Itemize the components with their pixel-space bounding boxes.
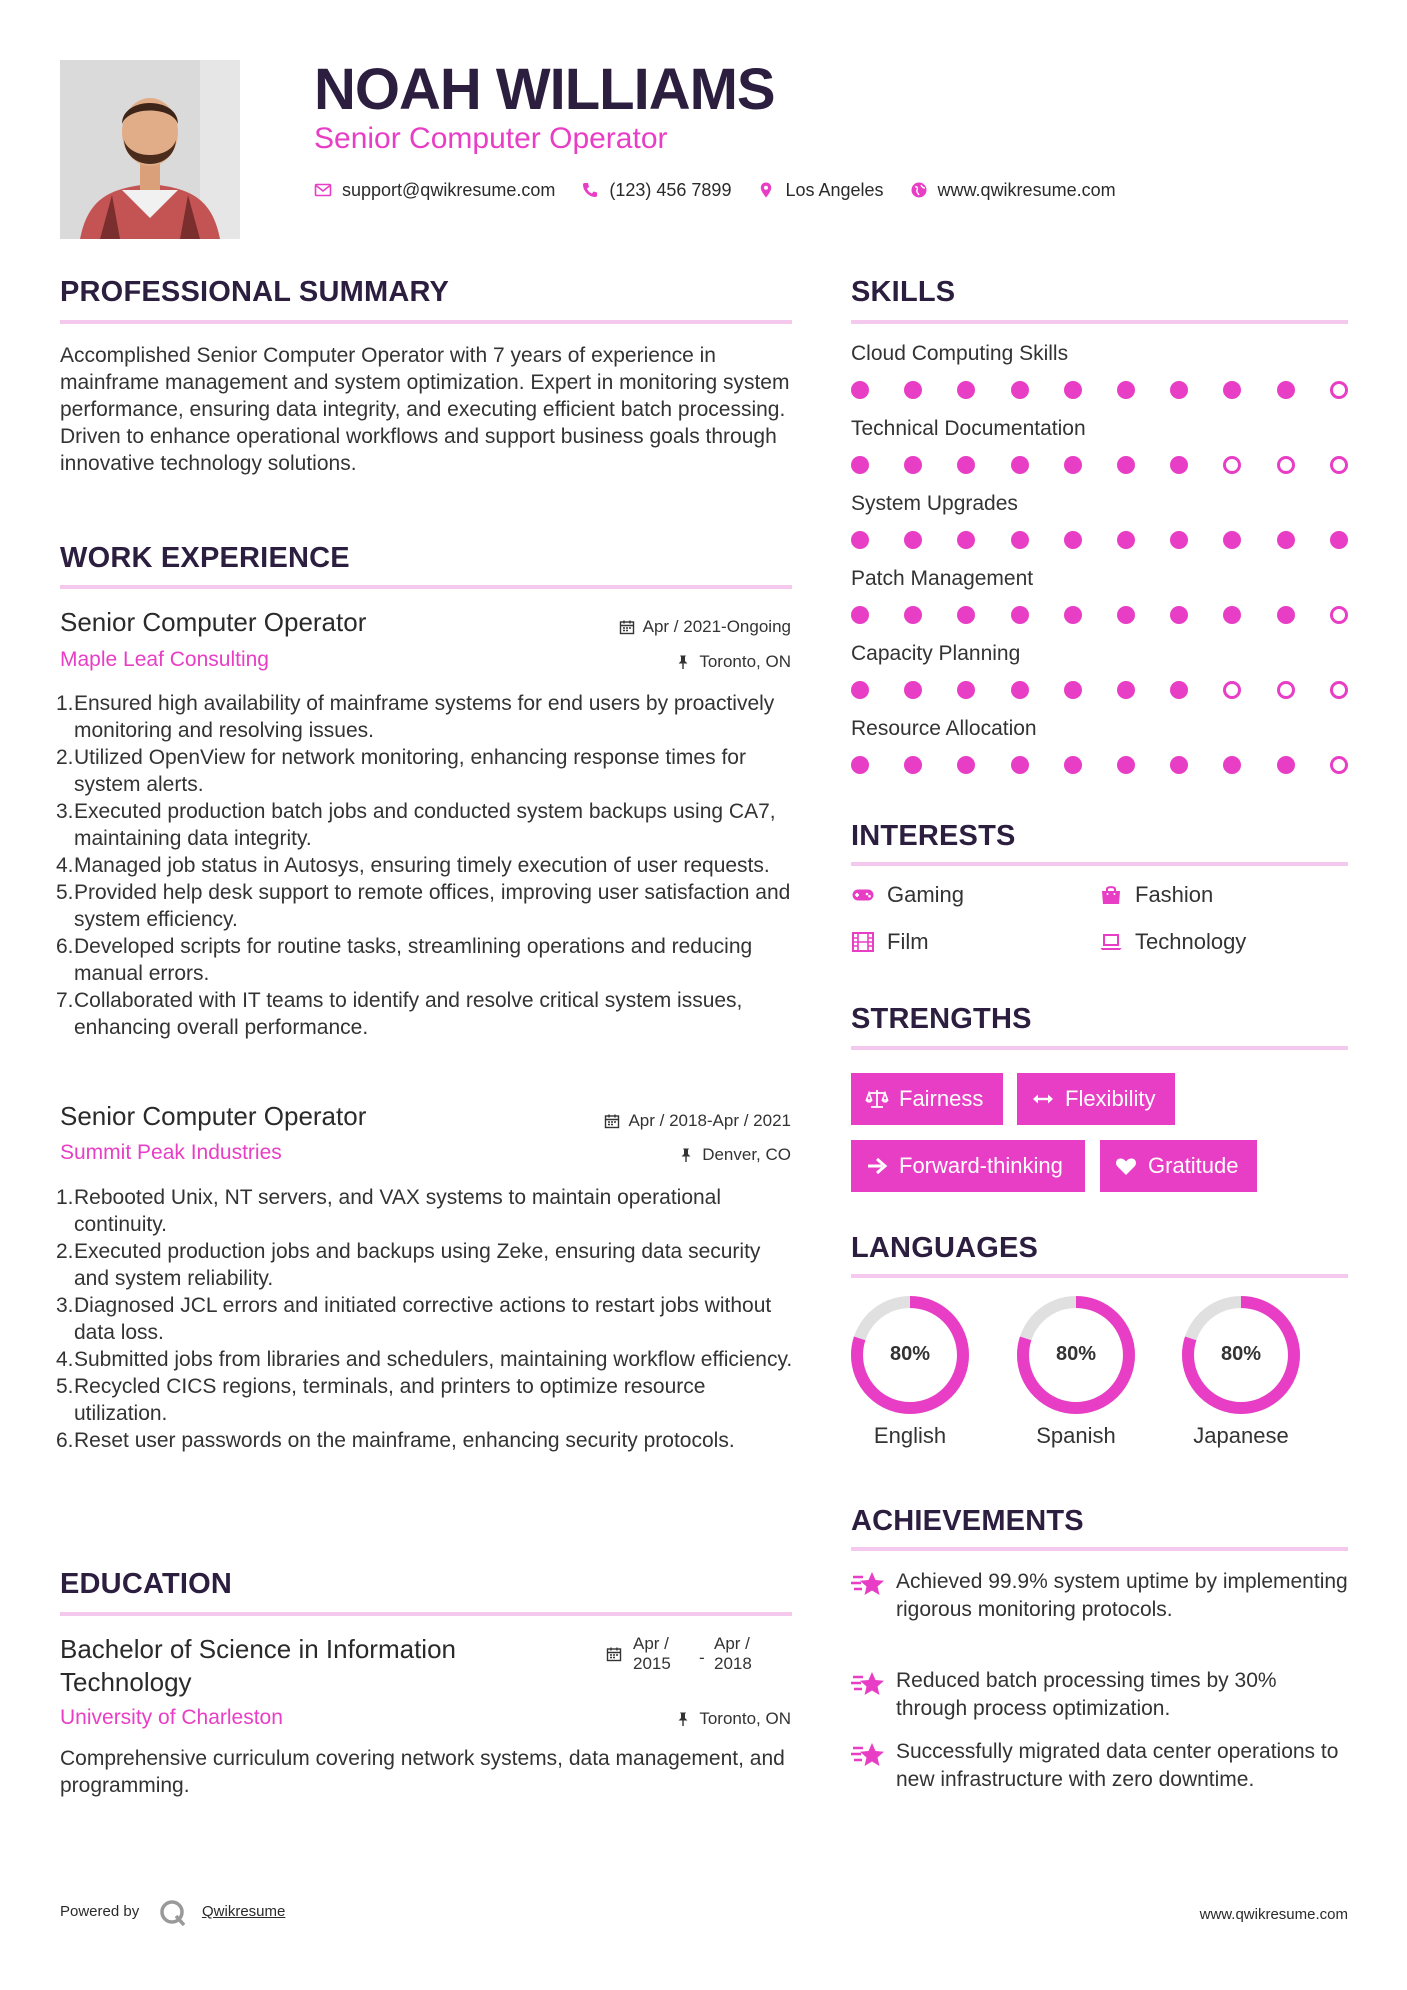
language-item [848,1293,972,1449]
skill-dot-filled [1011,681,1029,699]
interest-fashion [1099,882,1213,908]
list-item: 3. Diagnosed JCL errors and initiated corrective actions to restart jobs without data loss. [56,1294,772,1344]
pushpin-icon [675,1711,691,1727]
skill-dot-filled [1117,531,1135,549]
list-item: 5. Recycled CICS regions, terminals, and printers to optimize resource utilization. [56,1375,706,1425]
strength-tag-gratitude [1100,1140,1257,1192]
strength-tag-forward-thinking [851,1140,1085,1192]
arrow-right-icon [865,1154,889,1178]
skill-name: Resource Allocation [851,717,1037,740]
summary-rule [60,320,792,324]
skill-dot-filled [1277,381,1295,399]
skill-dot-filled [1064,531,1082,549]
strength-tag-flexibility [1017,1073,1175,1125]
skill-dot-filled [957,606,975,624]
job-1-responsibilities [56,690,796,1041]
skill-dot-filled [1011,531,1029,549]
summary-text: Accomplished Senior Computer Operator with 7 years of experience in mainframe management and system optimization. Expert in monitoring system performance, ensuring data integrity, and executing efficient batch processing. Driven to enhance operational workflows and support business goals through innovative technology solutions. [60,344,790,475]
list-item: 4. Managed job status in Autosys, ensuring timely execution of user requests. [56,854,770,877]
skill-rating [851,456,1351,476]
skill-dot-filled [1064,606,1082,624]
job-2-title: Senior Computer Operator [60,1101,367,1131]
skill-dot-filled [1170,606,1188,624]
skill-dot-filled [1170,456,1188,474]
education-description: Comprehensive curriculum covering network systems, data management, and programming. [60,1747,785,1797]
job-1-title: Senior Computer Operator [60,607,367,637]
achievement-item: Successfully migrated data center operations to new infrastructure with zero downtime. [896,1740,1339,1791]
skill-rating [851,681,1351,701]
job-2-location-text: Denver, CO [702,1145,791,1164]
interests-heading: INTERESTS [851,820,1016,852]
skill-rating [851,381,1351,401]
education-date: Apr / 2015 - Apr / 2018 [606,1634,796,1678]
interest-label: Film [887,929,929,954]
skill-dot-filled [904,756,922,774]
job-1-date [619,617,791,637]
skill-dot-empty [1330,681,1348,699]
skill-dot-filled [851,456,869,474]
skill-dot-filled [957,681,975,699]
list-item: 3. Executed production batch jobs and conducted system backups using CA7, maintaining data integrity. [56,800,776,850]
education-end-month: Apr / [714,1634,750,1653]
language-name: Spanish [1036,1423,1116,1448]
skill-dot-filled [1011,756,1029,774]
skill-dot-filled [1170,681,1188,699]
job-1-location [675,652,791,672]
arrows-horizontal-icon [1031,1087,1055,1111]
trophy-star-icon [851,1670,885,1700]
skill-name: System Upgrades [851,492,1018,515]
contact-website-text: www.qwikresume.com [937,179,1116,200]
education-location [675,1709,791,1729]
experience-rule [60,585,792,589]
education-rule [60,1612,792,1616]
strengths-heading: STRENGTHS [851,1003,1032,1035]
skill-name: Cloud Computing Skills [851,342,1069,365]
contact-email-text: support@qwikresume.com [342,179,556,200]
contact-row [314,178,1130,202]
interest-gaming [851,882,964,908]
skill-dot-filled [1064,681,1082,699]
candidate-name: NOAH WILLIAMS [314,57,775,122]
skill-dot-filled [851,381,869,399]
summary-heading: PROFESSIONAL SUMMARY [60,276,450,308]
contact-location [757,180,883,201]
strength-label: Forward-thinking [899,1153,1063,1178]
list-item: 6. Developed scripts for routine tasks, streamlining operations and reducing manual errors. [56,935,753,985]
shopping-bag-icon [1099,883,1123,907]
skill-dot-filled [1011,606,1029,624]
skill-dot-filled [1277,756,1295,774]
contact-phone[interactable] [581,180,731,201]
skill-name: Capacity Planning [851,642,1021,665]
skill-dot-empty [1330,456,1348,474]
contact-email[interactable] [314,180,555,201]
skill-dot-empty [1277,456,1295,474]
skill-dot-filled [1277,531,1295,549]
language-item [1179,1293,1303,1449]
skill-dot-filled [1170,381,1188,399]
skill-name: Patch Management [851,567,1034,590]
education-end-year: 2018 [714,1654,752,1673]
skill-dot-filled [1011,381,1029,399]
language-percent: 80% [1055,1343,1097,1365]
skill-dot-empty [1330,606,1348,624]
skill-rating [851,531,1351,551]
pushpin-icon [678,1147,694,1163]
skill-dot-filled [957,531,975,549]
skill-dot-filled [1277,606,1295,624]
pushpin-icon [675,654,691,670]
contact-website[interactable] [910,180,1116,201]
school-name: University of Charleston [60,1706,283,1729]
skill-dot-filled [957,381,975,399]
list-item: 1. Ensured high availability of mainframe systems for end users by proactively monitoring and resolving issues. [56,692,775,742]
interest-label: Technology [1135,929,1247,954]
skill-dot-filled [851,681,869,699]
skill-dot-filled [904,381,922,399]
job-2-location [678,1145,791,1165]
degree-line-2: Technology [60,1667,192,1697]
skill-dot-empty [1330,381,1348,399]
interest-label: Fashion [1135,882,1214,907]
map-pin-icon [757,181,775,199]
skill-rating [851,606,1351,626]
skill-dot-filled [1064,456,1082,474]
achievements-heading: ACHIEVEMENTS [851,1505,1084,1537]
footer-website[interactable]: www.qwikresume.com [1199,1906,1348,1923]
strength-label: Flexibility [1065,1086,1156,1111]
skill-dot-filled [1117,381,1135,399]
list-item: 2. Executed production jobs and backups using Zeke, ensuring data security and system reliability. [56,1240,761,1290]
job-2-date-text: Apr / 2018-Apr / 2021 [628,1111,791,1130]
list-item: 5. Provided help desk support to remote offices, improving user satisfaction and system efficiency. [56,881,791,931]
experience-heading: WORK EXPERIENCE [60,542,350,574]
skill-name: Technical Documentation [851,417,1086,440]
gamepad-icon [851,883,875,907]
skill-dot-empty [1223,456,1241,474]
envelope-icon [314,181,332,199]
interest-film [851,929,929,955]
skill-dot-filled [851,531,869,549]
footer-powered-by: Powered by [60,1903,140,1920]
skill-rating [851,756,1351,776]
list-item: 1. Rebooted Unix, NT servers, and VAX systems to maintain operational continuity. [56,1186,722,1236]
skill-dot-filled [851,606,869,624]
list-item: 2. Utilized OpenView for network monitoring, enhancing response times for system alerts. [56,746,746,796]
education-start-month: Apr / [633,1634,669,1653]
candidate-role: Senior Computer Operator [314,122,668,155]
skill-dot-empty [1277,681,1295,699]
education-heading: EDUCATION [60,1568,233,1600]
skill-dot-filled [1117,681,1135,699]
skills-heading: SKILLS [851,276,956,308]
interest-technology [1099,929,1246,955]
trophy-star-icon [851,1741,885,1771]
skill-dot-filled [904,531,922,549]
degree-title [60,1633,456,1699]
calendar-icon [604,1113,620,1129]
languages-heading: LANGUAGES [851,1232,1039,1264]
profile-photo [60,60,240,239]
qwikresume-logo-icon [158,1898,188,1928]
skill-dot-filled [957,456,975,474]
contact-location-text: Los Angeles [785,179,884,200]
language-name: English [873,1423,947,1448]
interest-label: Gaming [887,882,965,907]
language-item [1014,1293,1138,1449]
job-2-responsibilities [56,1184,796,1454]
skill-dot-filled [1064,756,1082,774]
achievement-item: Reduced batch processing times by 30% through process optimization. [896,1669,1277,1720]
degree-line-1: Bachelor of Science in Information [60,1634,456,1664]
skill-dot-filled [1117,456,1135,474]
contact-phone-text: (123) 456 7899 [609,179,732,200]
heart-icon [1114,1154,1138,1178]
languages-rule [851,1274,1348,1278]
skill-dot-filled [1117,756,1135,774]
strength-label: Fairness [899,1086,984,1111]
language-percent: 80% [889,1343,931,1365]
film-icon [851,930,875,954]
skill-dot-filled [1117,606,1135,624]
achievements-rule [851,1547,1348,1551]
strength-tag-fairness [851,1073,1003,1125]
skill-dot-filled [904,606,922,624]
skill-dot-filled [957,756,975,774]
skill-dot-filled [1223,756,1241,774]
job-2-company: Summit Peak Industries [60,1141,282,1164]
list-item: 6. Reset user passwords on the mainframe, enhancing security protocols. [56,1429,735,1452]
skill-dot-filled [1223,531,1241,549]
list-item: 4. Submitted jobs from libraries and schedulers, maintaining workflow efficiency. [56,1348,793,1371]
calendar-icon [606,1646,622,1662]
skill-dot-filled [1064,381,1082,399]
job-1-company: Maple Leaf Consulting [60,648,269,671]
list-item: 7. Collaborated with IT teams to identify and resolve critical system issues, enhancing overall performance. [56,989,743,1039]
skill-dot-filled [851,756,869,774]
job-1-date-text: Apr / 2021-Ongoing [642,617,791,636]
calendar-icon [619,619,635,635]
footer-brand-link[interactable]: Qwikresume [202,1903,286,1920]
job-2-date [604,1111,791,1131]
education-start-year: 2015 [633,1654,671,1673]
skill-dot-filled [904,681,922,699]
globe-icon [910,181,928,199]
skill-dot-filled [1223,381,1241,399]
interests-rule [851,862,1348,866]
skill-dot-empty [1223,681,1241,699]
language-percent: 80% [1220,1343,1262,1365]
skill-dot-filled [1330,531,1348,549]
language-name: Japanese [1193,1423,1289,1448]
phone-icon [581,181,599,199]
skill-dot-filled [904,456,922,474]
trophy-star-icon [851,1570,885,1600]
skill-dot-empty [1330,756,1348,774]
skills-rule [851,320,1348,324]
strengths-rule [851,1046,1348,1050]
laptop-icon [1099,930,1123,954]
skill-dot-filled [1223,606,1241,624]
skill-dot-filled [1170,756,1188,774]
strength-label: Gratitude [1148,1153,1239,1178]
balance-scale-icon [865,1087,889,1111]
skill-dot-filled [1011,456,1029,474]
education-location-text: Toronto, ON [699,1709,791,1728]
achievement-item: Achieved 99.9% system uptime by implementing rigorous monitoring protocols. [896,1570,1348,1621]
job-1-location-text: Toronto, ON [699,652,791,671]
skill-dot-filled [1170,531,1188,549]
